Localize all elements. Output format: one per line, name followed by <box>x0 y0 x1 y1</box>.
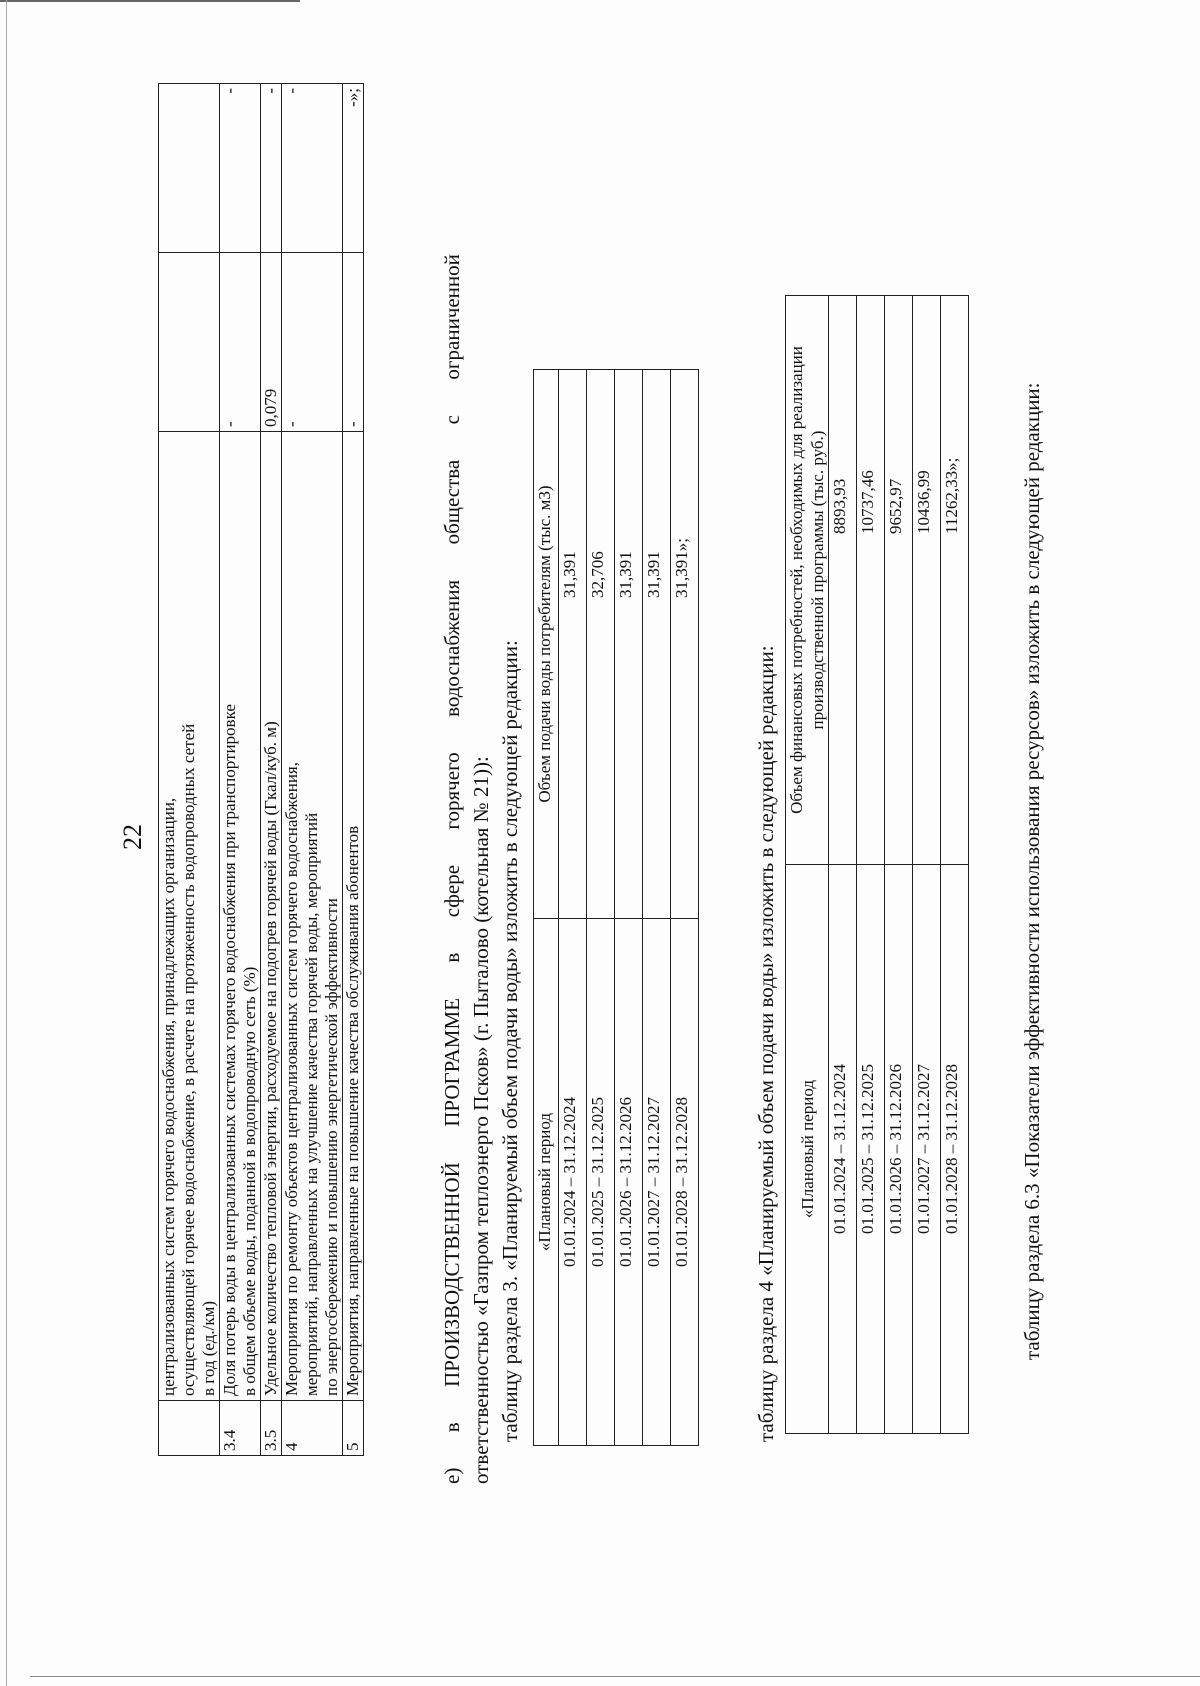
section-e-word: в <box>440 952 464 963</box>
table-row <box>671 370 699 1446</box>
period-cell: 01.01.2027 – 31.12.2027 <box>643 919 671 1446</box>
indicator-name-line: в год (ед./км) <box>199 1300 218 1396</box>
header-finance <box>786 296 829 865</box>
indicator-row <box>343 84 364 1456</box>
indicator-value-1: - <box>282 253 343 432</box>
indicator-name-line: централизованных систем горячего водоснабжения, принадлежащих организации, <box>159 797 178 1396</box>
section-e-paragraph <box>438 254 525 1484</box>
indicator-name-line: Доля потерь воды в централизованных системах горячего водоснабжения при транспортировке <box>220 704 239 1396</box>
period-cell: 01.01.2025 – 31.12.2025 <box>857 865 885 1434</box>
indicator-number: 3.5 <box>261 1401 282 1456</box>
finance-cell: 11262,33»; <box>941 296 969 865</box>
indicator-name <box>159 432 220 1401</box>
table-row <box>615 370 643 1446</box>
indicator-value-2: -»; <box>343 84 364 253</box>
indicator-value-1 <box>159 253 220 432</box>
volume-cell: 32,706 <box>587 370 615 919</box>
finance-cell: 8893,93 <box>829 296 857 865</box>
page-number: 22 <box>118 824 147 850</box>
table-header-row <box>534 370 559 1446</box>
indicator-value-2: - <box>261 84 282 253</box>
header-finance-line: производственной программы (тыс. руб.) <box>808 430 827 730</box>
indicator-name-line: Удельное количество тепловой энергии, расходуемое на подогрев горячей воды (Гкал/куб. м) <box>261 721 280 1396</box>
indicator-number: 3.4 <box>220 1401 261 1456</box>
table-row <box>829 296 857 1434</box>
table-row <box>857 296 885 1434</box>
indicator-row <box>261 84 282 1456</box>
period-cell: 01.01.2027 – 31.12.2027 <box>913 865 941 1434</box>
period-cell: 01.01.2024 – 31.12.2024 <box>829 865 857 1434</box>
indicator-number: 4 <box>282 1401 343 1456</box>
finance-cell: 9652,97 <box>885 296 913 865</box>
table-row <box>941 296 969 1434</box>
header-volume: Объем подачи воды потребителям (тыс. м3) <box>534 370 559 919</box>
indicator-name <box>220 432 261 1401</box>
indicator-name-line: по энергосбережению и повышению энергетической эффективности <box>322 898 341 1396</box>
indicators-table <box>158 83 364 1456</box>
indicator-name-line: осуществляющей горячее водоснабжение, в расчете на протяженность водопроводных сетей <box>179 723 198 1396</box>
indicator-value-1: - <box>220 253 261 432</box>
indicator-value-2 <box>159 84 220 253</box>
indicator-row <box>159 84 220 1456</box>
header-period: «Плановый период <box>786 865 829 1434</box>
section-e-word: ПРОГРАММЕ <box>440 998 464 1127</box>
period-cell: 01.01.2028 – 31.12.2028 <box>941 865 969 1434</box>
period-cell: 01.01.2026 – 31.12.2026 <box>885 865 913 1434</box>
volume-cell: 31,391 <box>643 370 671 919</box>
header-period: «Плановый период <box>534 919 559 1446</box>
indicator-value-1: - <box>343 253 364 432</box>
indicator-name <box>282 432 343 1401</box>
table-row <box>559 370 587 1446</box>
indicator-name-line: в общем объеме воды, поданной в водопроводную сеть (%) <box>240 966 259 1396</box>
finance-cell: 10436,99 <box>913 296 941 865</box>
table-row <box>885 296 913 1434</box>
indicator-row <box>220 84 261 1456</box>
volume-cell: 31,391»; <box>671 370 699 919</box>
indicator-number <box>159 1401 220 1456</box>
volume-cell: 31,391 <box>615 370 643 919</box>
indicator-value-2: - <box>282 84 343 253</box>
section4-paragraph: таблицу раздела 4 «Планируемый объем подачи воды» изложить в следующей редакции: <box>754 645 778 1442</box>
indicator-number: 5 <box>343 1401 364 1456</box>
section63-paragraph: таблицу раздела 6.3 «Показатели эффективности использования ресурсов» изложить в следующей редакции: <box>1020 382 1044 1360</box>
header-finance-line: Объем финансовых потребностей, необходимых для реализации <box>787 346 806 814</box>
section-e-word: с <box>440 415 464 425</box>
section-e-word: в <box>440 1422 464 1433</box>
section-e-line3: таблицу раздела 3. «Планируемый объем подачи воды» изложить в следующей редакции: <box>498 640 522 1442</box>
section-e-word: водоснабжения <box>440 579 464 717</box>
section-e-word: общества <box>440 459 464 545</box>
indicator-value-1: 0,079 <box>261 253 282 432</box>
section-e-line1 <box>438 254 467 1484</box>
table-row <box>587 370 615 1446</box>
period-cell: 01.01.2028 – 31.12.2028 <box>671 919 699 1446</box>
period-cell: 01.01.2026 – 31.12.2026 <box>615 919 643 1446</box>
period-cell: 01.01.2025 – 31.12.2025 <box>587 919 615 1446</box>
period-cell: 01.01.2024 – 31.12.2024 <box>559 919 587 1446</box>
indicator-row <box>282 84 343 1456</box>
indicator-name <box>261 432 282 1401</box>
indicator-name <box>343 432 364 1401</box>
indicator-value-2: - <box>220 84 261 253</box>
section-e-word: сфере <box>440 864 464 918</box>
table-header-row <box>786 296 829 1434</box>
section-e-word: е) <box>440 1467 464 1484</box>
indicator-name-line: Мероприятия, направленные на повышение качества обслуживания абонентов <box>343 825 362 1396</box>
section-e-word: ограниченной <box>440 254 464 380</box>
section-e-word: ПРОИЗВОДСТВЕННОЙ <box>440 1162 464 1387</box>
volume-cell: 31,391 <box>559 370 587 919</box>
indicator-name-line: Мероприятия по ремонту объектов централизованных систем горячего водоснабжения, <box>282 762 301 1396</box>
indicator-name-line: мероприятий, направленных на улучшение качества горячей воды, мероприятий <box>302 812 321 1396</box>
water-volume-table <box>533 369 699 1446</box>
finance-table <box>785 295 969 1434</box>
section-e-line2: ответственностью «Газпром теплоэнерго Псков» (г. Пыталово (котельная № 21)): <box>469 756 493 1484</box>
finance-cell: 10737,46 <box>857 296 885 865</box>
table-row <box>643 370 671 1446</box>
table-row <box>913 296 941 1434</box>
section-e-word: горячего <box>440 752 464 830</box>
